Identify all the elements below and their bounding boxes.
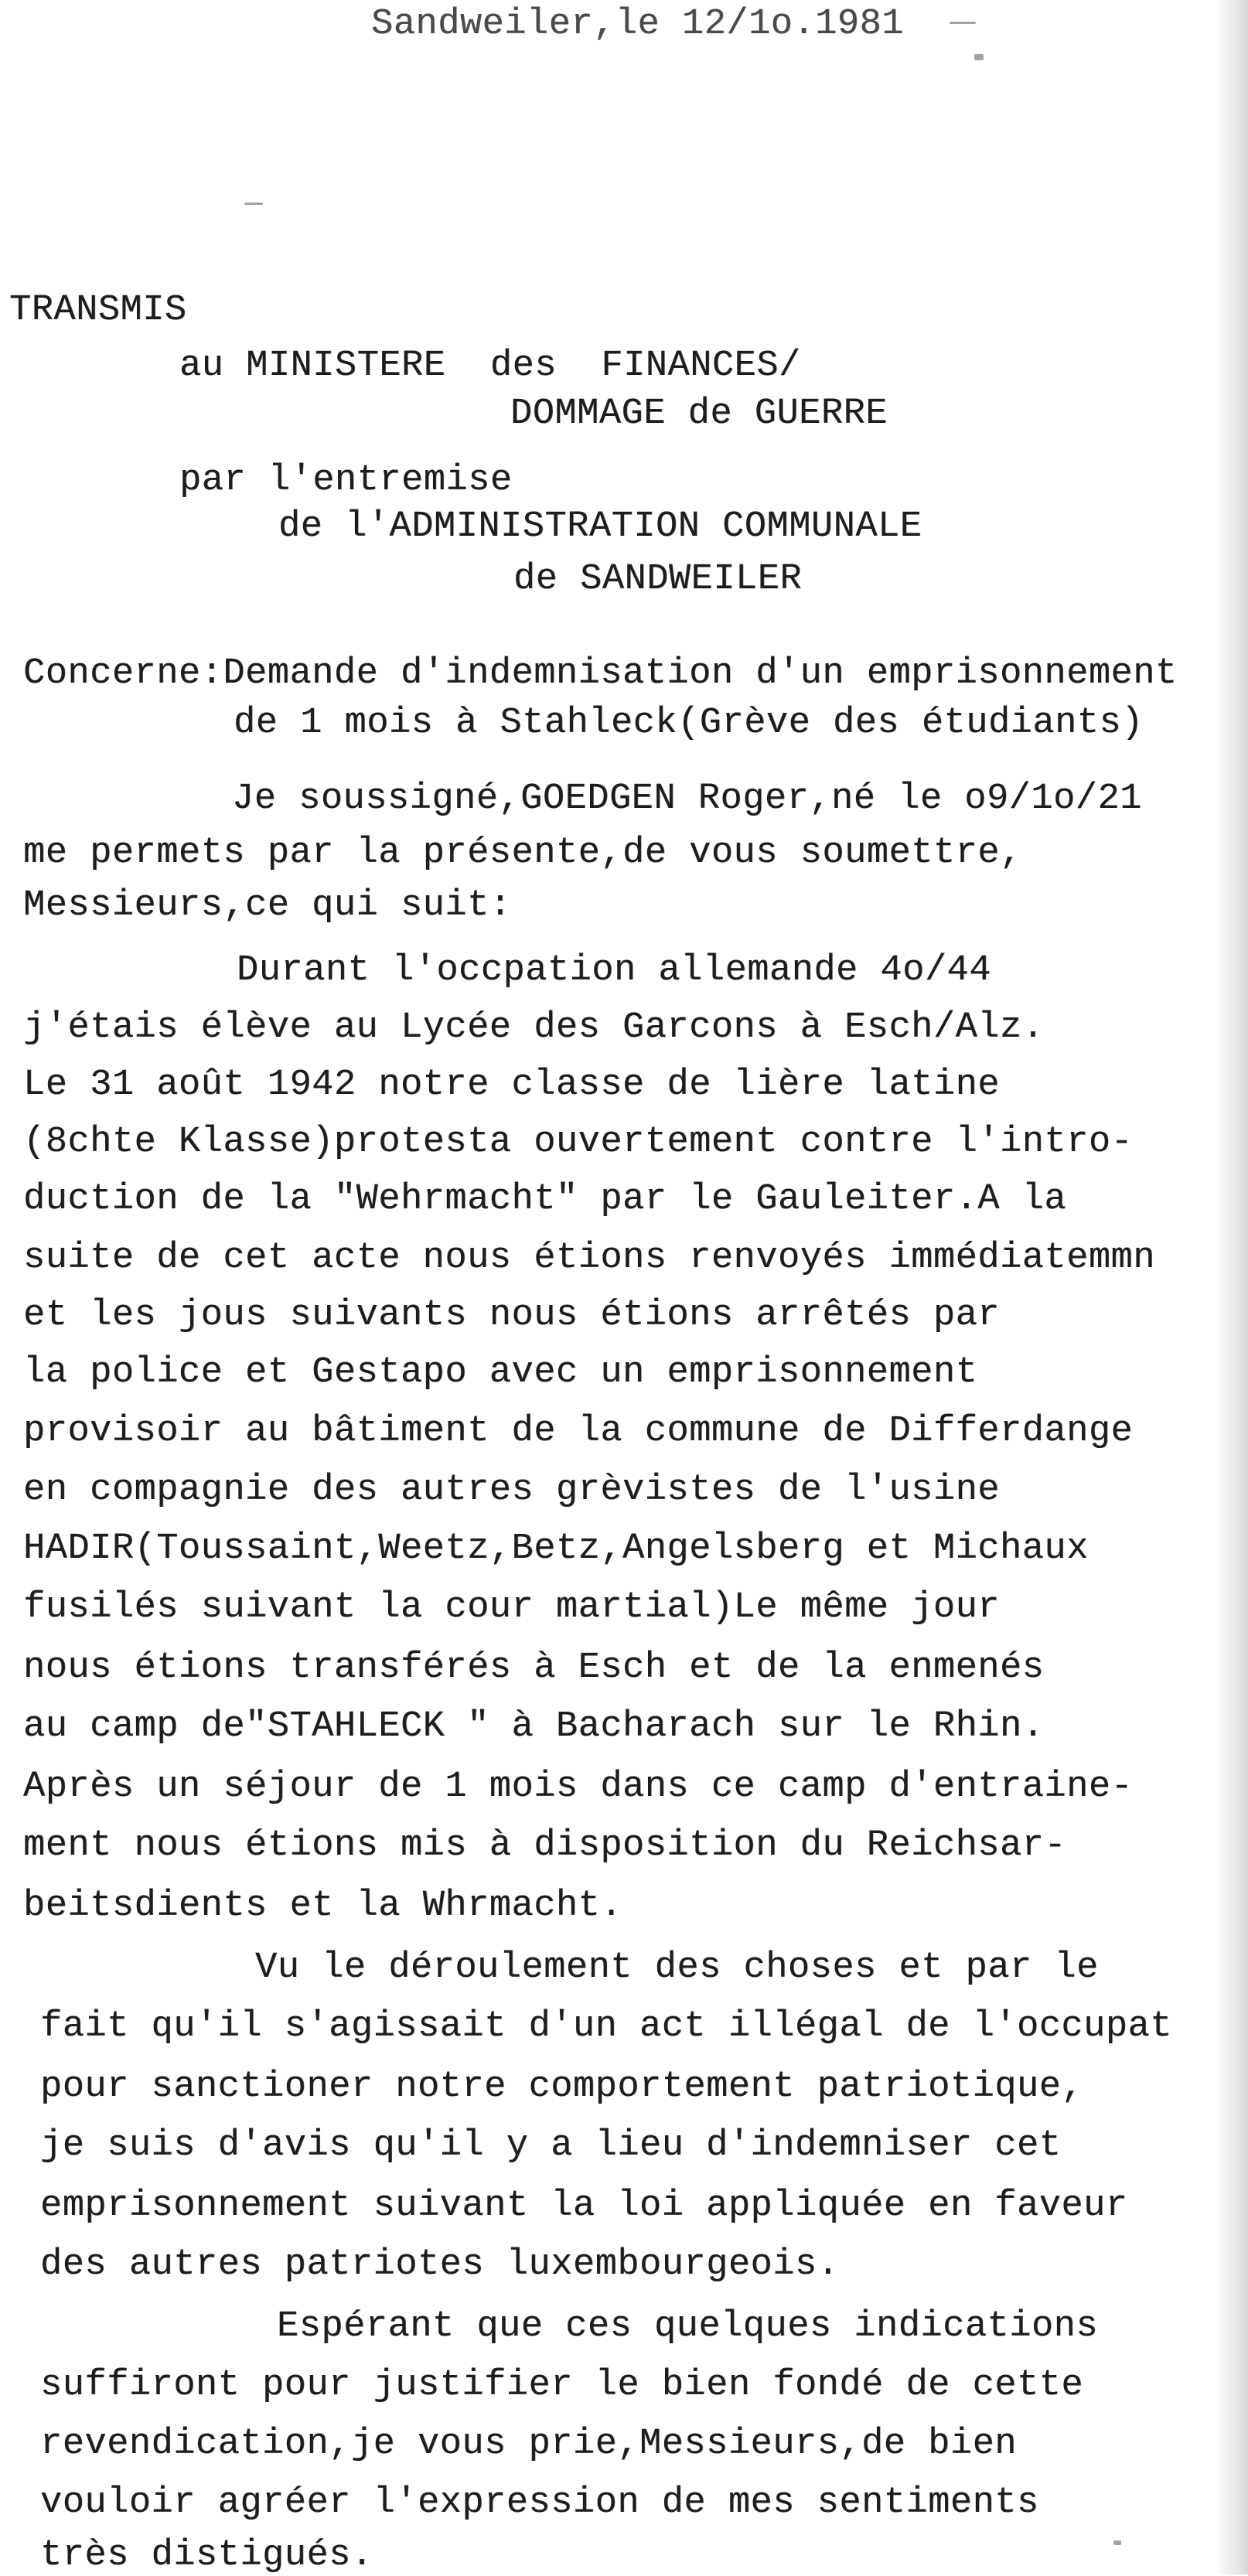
- body-line: fait qu'il s'agissait d'un act illégal de l'occupat: [40, 2006, 1172, 2047]
- body-line: en compagnie des autres grèvistes de l'usine: [23, 1470, 1001, 1511]
- address-line-administration: de l'ADMINISTRATION COMMUNALE: [278, 506, 922, 547]
- subject-line-2: de 1 mois à Stahleck(Grève des étudiants): [234, 703, 1144, 744]
- scan-edge-shadow: [1216, 0, 1248, 2574]
- scan-speck: [1113, 2540, 1121, 2545]
- body-line: des autres patriotes luxembourgeois.: [40, 2244, 840, 2285]
- address-line-entremise: par l'entremise: [179, 460, 513, 501]
- body-line: je suis d'avis qu'il y a lieu d'indemniser cet: [40, 2125, 1062, 2166]
- body-line: beitsdients et la Whrmacht.: [23, 1886, 623, 1927]
- body-line: Vu le déroulement des choses et par le: [255, 1947, 1099, 1988]
- body-line: Durant l'occpation allemande 4o/44: [237, 950, 991, 991]
- body-line: Messieurs,ce qui suit:: [23, 885, 512, 926]
- body-line: au camp de"STAHLECK " à Bacharach sur le Rhin.: [23, 1706, 1045, 1747]
- body-line: Espérant que ces quelques indications: [277, 2306, 1099, 2347]
- address-line-dommage: DOMMAGE de GUERRE: [510, 394, 888, 434]
- body-line: la police et Gestapo avec un emprisonnement: [23, 1352, 978, 1393]
- letter-date: Sandweiler,le 12/1o.1981: [371, 4, 904, 45]
- body-line: emprisonnement suivant la loi appliquée en faveur: [40, 2186, 1128, 2227]
- body-line: pour sanctioner notre comportement patriotique,: [40, 2067, 1084, 2107]
- body-line: me permets par la présente,de vous soumettre,: [23, 833, 1022, 874]
- body-line: (8chte Klasse)protesta ouvertement contre l'intro-: [23, 1122, 1134, 1163]
- body-line: suffiront pour justifier le bien fondé de cette: [40, 2365, 1084, 2406]
- body-line: nous étions transférés à Esch et de la enmenés: [23, 1647, 1045, 1688]
- body-line: j'étais élève au Lycée des Garcons à Esch/Alz.: [23, 1007, 1045, 1048]
- body-line: revendication,je vous prie,Messieurs,de bien: [40, 2424, 1018, 2465]
- address-line-ministere: au MINISTERE des FINANCES/: [179, 346, 801, 387]
- scan-speck: [244, 203, 263, 205]
- body-line: Après un séjour de 1 mois dans ce camp d'entraine-: [23, 1767, 1134, 1808]
- body-line: très distigués.: [40, 2535, 373, 2576]
- scan-speck: [974, 54, 984, 60]
- body-line: ment nous étions mis à disposition du Reichsar-: [23, 1825, 1067, 1866]
- body-line: provisoir au bâtiment de la commune de Differdange: [23, 1411, 1134, 1452]
- body-line: et les jous suivants nous étions arrêtés par: [23, 1295, 1001, 1336]
- address-line-transmis: TRANSMIS: [9, 290, 187, 331]
- scan-speck: [950, 22, 976, 24]
- body-line: HADIR(Toussaint,Weetz,Betz,Angelsberg et Michaux: [23, 1528, 1089, 1569]
- body-line: Le 31 août 1942 notre classe de lière latine: [23, 1065, 1001, 1106]
- body-line: duction de la "Wehrmacht" par le Gauleiter.A la: [23, 1179, 1067, 1220]
- body-line: vouloir agréer l'expression de mes sentiments: [40, 2482, 1039, 2523]
- body-line: Je soussigné,GOEDGEN Roger,né le o9/1o/21: [232, 779, 1142, 819]
- subject-line-1: Concerne:Demande d'indemnisation d'un emprisonnement: [23, 653, 1178, 694]
- address-line-sandweiler: de SANDWEILER: [513, 559, 803, 600]
- body-line: fusilés suivant la cour martial)Le même jour: [23, 1587, 1001, 1628]
- body-line: suite de cet acte nous étions renvoyés immédiatemmn: [23, 1238, 1155, 1279]
